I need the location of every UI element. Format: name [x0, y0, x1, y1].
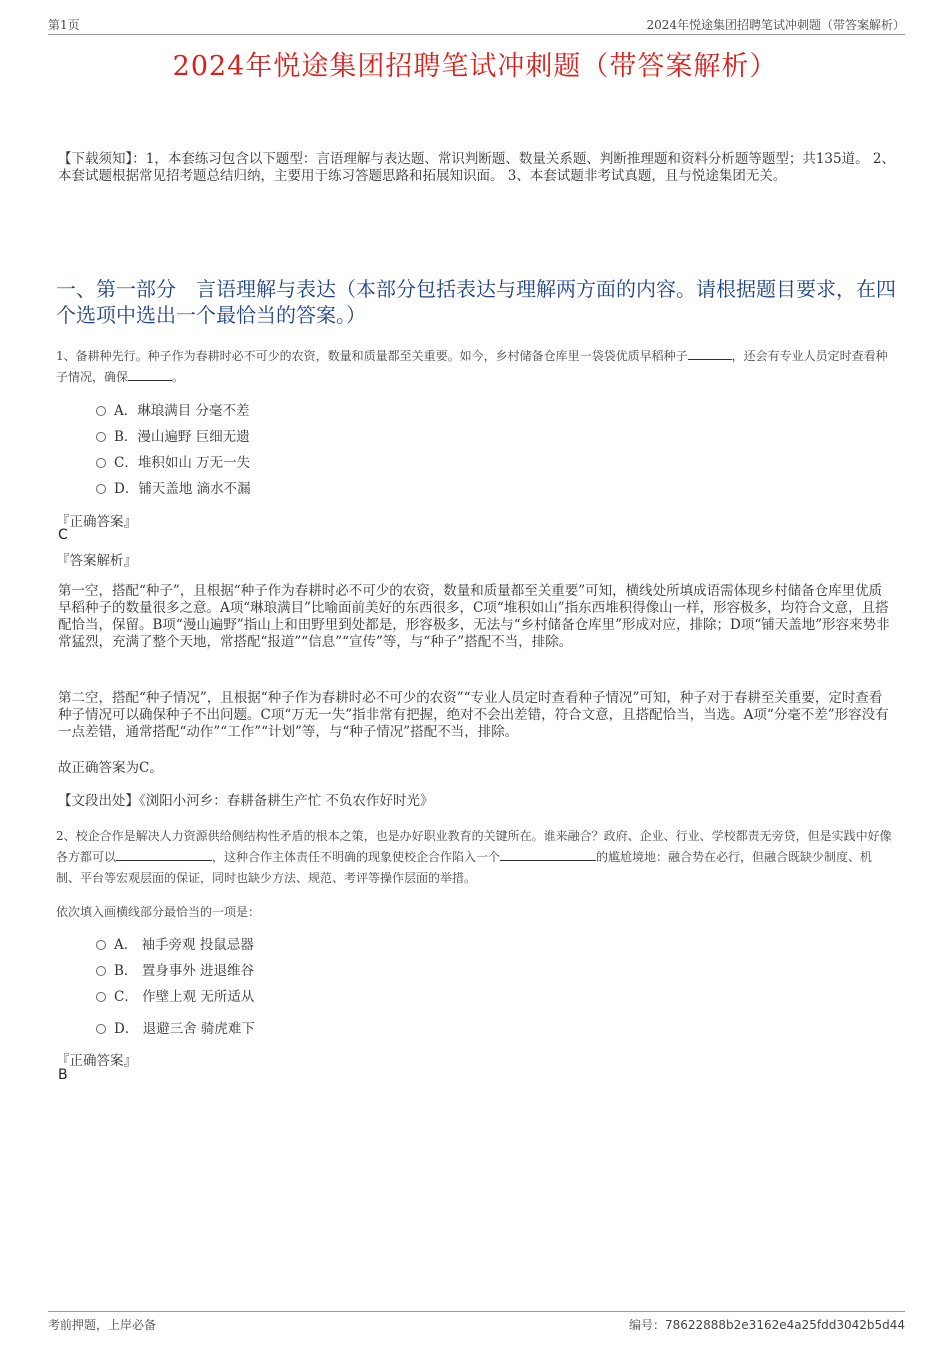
q2-answer-label: 『正确答案』 — [56, 1053, 137, 1069]
document-title: 2024年悦途集团招聘笔试冲刺题（带答案解析） — [172, 51, 778, 82]
q1-analysis-label: 『答案解析』 — [56, 553, 137, 569]
radio-button-icon[interactable] — [96, 406, 106, 416]
q2-option-a[interactable]: A． 袖手旁观 投鼠忌器 — [96, 936, 254, 954]
page-header — [48, 14, 905, 35]
answer-blank — [688, 347, 732, 360]
radio-button-icon[interactable] — [96, 432, 106, 442]
q1-option-b[interactable]: B．漫山遍野 巨细无遗 — [96, 428, 250, 446]
q1-analysis-paragraph-1: 第一空，搭配“种子”，且根据“种子作为春耕时必不可少的农资，数量和质量都至关重要”可知，横线处所填成语需体现乡村储备仓库里优质早稻种子的数量很多之意。A项“琳琅满目”比喻面前美好的东西很多，C项“堆积如山”指东西堆积得像山一样，形容极多，均符合文意，且搭配恰当，保留。B项“漫山遍野”指山上和田野里到处都是，形容极多，无法与“乡村储备仓库里”形成对应，排除；D项“铺天盖地”形容来势非常猛烈，充满了整个天地，常搭配“报道”“信息”“宣传”等，与“种子”搭配不当，排除。 — [58, 583, 890, 650]
radio-button-icon[interactable] — [96, 992, 106, 1002]
radio-button-icon[interactable] — [96, 966, 106, 976]
footer-slogan: 考前押题，上岸必备 — [48, 1318, 157, 1332]
q1-option-a[interactable]: A．琳琅满目 分毫不差 — [96, 402, 250, 420]
page-number: 第1页 — [48, 18, 80, 32]
q1-option-c[interactable]: C．堆积如山 万无一失 — [96, 454, 250, 472]
radio-button-icon[interactable] — [96, 940, 106, 950]
header-doc-title: 2024年悦途集团招聘笔试冲刺题（带答案解析） — [646, 18, 905, 32]
q2-option-b[interactable]: B． 置身事外 进退维谷 — [96, 962, 254, 980]
q1-source: 【文段出处】《浏阳小河乡：春耕备耕生产忙 不负农作好时光》 — [58, 793, 434, 809]
question-2-text: 2、校企合作是解决人力资源供给侧结构性矛盾的根本之策，也是办好职业教育的关键所在。谁来融合？政府、企业、行业、学校都责无旁贷，但是实践中好像各方都可以 ，这种合作主体责任不明确的现象使校企合作陷入一个 的尴尬境地：融合势在必行，但融合既缺少制度、机制、平台等宏观层面的保证，同时也缺少方法、规范、考评等操作层面的举措。 — [56, 829, 892, 885]
q2-answer: B — [58, 1067, 68, 1083]
answer-blank — [116, 848, 212, 861]
q2-option-c[interactable]: C． 作壁上观 无所适从 — [96, 988, 254, 1006]
page-footer — [48, 1311, 905, 1336]
question-1-text: 1、备耕种先行。种子作为春耕时必不可少的农资，数量和质量都至关重要。如今，乡村储备仓库里一袋袋优质早稻种子 ，还会有专业人员定时查看种子情况，确保 。 — [56, 349, 888, 384]
question-2-prompt: 依次填入画横线部分最恰当的一项是： — [56, 905, 261, 919]
q1-answer: C — [58, 527, 68, 543]
q1-analysis-paragraph-2: 第二空，搭配“种子情况”，且根据“种子作为春耕时必不可少的农资”“专业人员定时查看种子情况”可知，种子对于春耕至关重要，定时查看种子情况可以确保种子不出问题。C项“万无一失”指非常有把握，绝对不会出差错，符合文意，且搭配恰当，当选。A项“分毫不差”形容没有一点差错，通常搭配“动作”“工作”“计划”等，与“种子情况”搭配不当，排除。 — [58, 690, 889, 740]
radio-button-icon[interactable] — [96, 458, 106, 468]
q1-conclusion: 故正确答案为C。 — [58, 760, 163, 776]
answer-blank — [500, 848, 596, 861]
radio-button-icon[interactable] — [96, 484, 106, 494]
q2-option-d[interactable]: D． 退避三舍 骑虎难下 — [96, 1020, 255, 1038]
q1-answer-label: 『正确答案』 — [56, 514, 137, 530]
document-code: 编号：78622888b2e3162e4a25fdd3042b5d44 — [628, 1318, 905, 1332]
q1-option-d[interactable]: D．铺天盖地 滴水不漏 — [96, 480, 251, 498]
download-notice: 【下载须知】：1，本套练习包含以下题型：言语理解与表达题、常识判断题、数量关系题、判断推理题和资料分析题等题型；共135道。 2、本套试题根据常见招考题总结归纳，主要用于练习答题思路和拓展知识面。 3、本套试题非考试真题，且与悦途集团无关。 — [58, 151, 895, 184]
answer-blank — [128, 368, 172, 381]
radio-button-icon[interactable] — [96, 1024, 106, 1034]
section-heading: 一、第一部分 言语理解与表达（本部分包括表达与理解两方面的内容。请根据题目要求，在四个选项中选出一个最恰当的答案。） — [56, 277, 896, 327]
